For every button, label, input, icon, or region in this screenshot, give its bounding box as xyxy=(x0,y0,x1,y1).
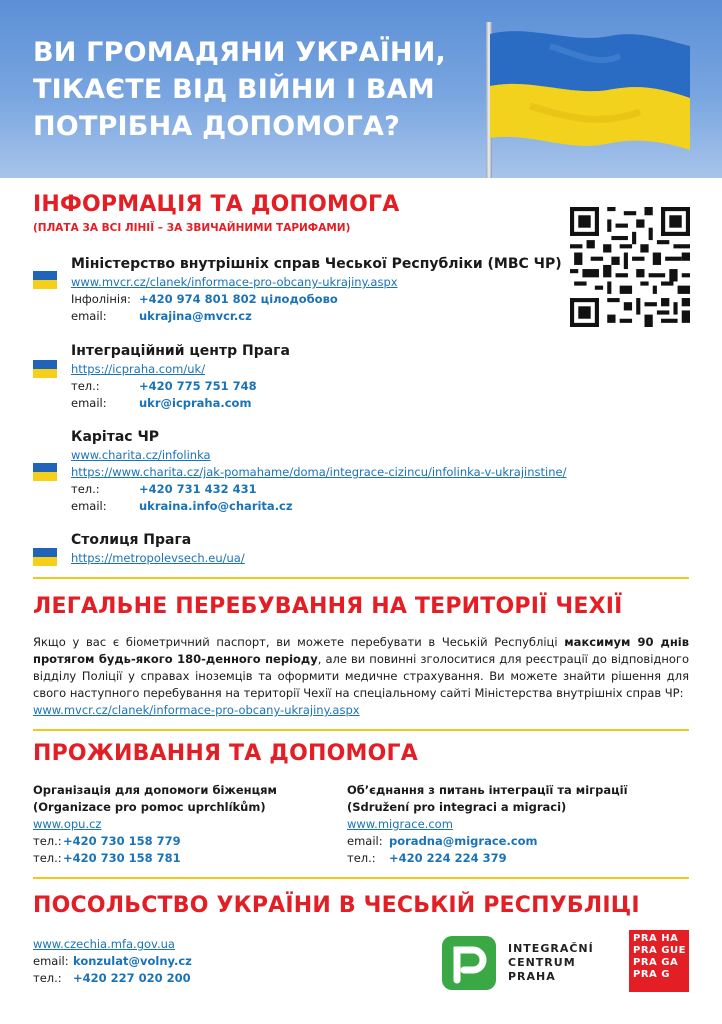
legal-text-emphasis: максимум 90 днів протягом будь-якого 180-денного періоду xyxy=(33,635,689,666)
email-label: email: xyxy=(347,834,383,848)
ukraine-flag-icon xyxy=(33,463,57,481)
org-migrace xyxy=(347,782,628,867)
org-link[interactable]: https://metropolevsech.eu/ua/ xyxy=(71,551,245,565)
org-link[interactable]: www.mvcr.cz/clanek/informace-pro-obcany-ukrajiny.aspx xyxy=(71,275,398,289)
org-prague-city xyxy=(71,530,245,567)
email-label: email: xyxy=(33,954,69,968)
ukraine-flag-icon xyxy=(33,271,57,289)
org-charita xyxy=(71,427,566,515)
section-divider xyxy=(33,877,689,879)
phone-value: +420 224 224 379 xyxy=(389,851,507,865)
prague-logo-line: PRA GUE xyxy=(633,945,686,956)
hero-title-line: ТІКАЄТЕ ВІД ВІЙНИ І ВАМ xyxy=(33,74,435,105)
hero-banner xyxy=(0,0,722,178)
org-opu xyxy=(33,782,277,867)
org-name: Столиця Прага xyxy=(71,532,192,548)
phone-label: Інфолінія: xyxy=(71,292,131,306)
org-name: Міністерство внутрішніх справ Чеської Республіки (МВС ЧР) xyxy=(71,256,562,272)
ukraine-flag-icon xyxy=(33,548,57,566)
prague-logo-line: PRA HA xyxy=(633,933,679,944)
org-icpraha xyxy=(71,341,290,412)
phone-value: +420 775 751 748 xyxy=(139,379,257,393)
prague-logo-line: PRA G xyxy=(633,969,670,980)
section-title-housing: ПРОЖИВАННЯ ТА ДОПОМОГА xyxy=(33,741,418,766)
hero-title-line: ПОТРІБНА ДОПОМОГА? xyxy=(33,111,401,142)
legal-link[interactable]: www.mvcr.cz/clanek/informace-pro-obcany-ukrajiny.aspx xyxy=(33,703,360,717)
org-mvcr xyxy=(71,254,562,325)
org-link[interactable]: https://icpraha.com/uk/ xyxy=(71,362,206,376)
embassy-link[interactable]: www.czechia.mfa.gov.ua xyxy=(33,937,175,951)
email-link[interactable]: ukraina.info@charita.cz xyxy=(139,499,293,513)
icp-logo-line: CENTRUM xyxy=(508,956,576,969)
icp-logo-line: INTEGRAČNÍ xyxy=(508,942,594,955)
section-divider xyxy=(33,729,689,731)
phone-label: тел.: xyxy=(71,482,100,496)
phone-label: тел.: xyxy=(71,379,100,393)
legal-paragraph xyxy=(33,634,689,719)
phone-value: +420 730 158 781 xyxy=(63,851,181,865)
org-name: Об’єднання з питань інтеграції та міграції xyxy=(347,783,628,797)
org-link[interactable]: www.opu.cz xyxy=(33,817,102,831)
phone-value: +420 730 158 779 xyxy=(63,834,181,848)
icp-logo-icon xyxy=(442,936,496,990)
embassy-contacts xyxy=(33,936,192,987)
phone-label: тел.: xyxy=(33,851,62,865)
phone-value: +420 974 801 802 цілодобово xyxy=(139,292,338,306)
org-name-czech: (Organizace pro pomoc uprchlíkům) xyxy=(33,800,266,814)
email-label: email: xyxy=(71,499,107,513)
section-title-embassy: ПОСОЛЬСТВО УКРАЇНИ В ЧЕСЬКІЙ РЕСПУБЛІЦІ xyxy=(33,893,640,918)
email-label: email: xyxy=(71,309,107,323)
section-divider xyxy=(33,577,689,579)
email-label: email: xyxy=(71,396,107,410)
email-link[interactable]: ukr@icpraha.com xyxy=(139,396,252,410)
phone-label: тел.: xyxy=(347,851,376,865)
email-link[interactable]: konzulat@volny.cz xyxy=(73,954,192,968)
email-link[interactable]: ukrajina@mvcr.cz xyxy=(139,309,252,323)
prague-city-logo xyxy=(629,930,689,992)
icp-logo-line: PRAHA xyxy=(508,970,556,983)
ukraine-flag-image xyxy=(490,26,690,166)
legal-text: Якщо у вас є біометричний паспорт, ви можете перебувати в Чеській Республіці xyxy=(33,635,565,649)
qr-code-icon[interactable] xyxy=(570,207,690,327)
tariff-note: (ПЛАТА ЗА ВСІ ЛІНІЇ – ЗА ЗВИЧАЙНИМИ ТАРИФАМИ) xyxy=(33,222,351,234)
hero-title xyxy=(33,34,463,145)
section-title-legal: ЛЕГАЛЬНЕ ПЕРЕБУВАННЯ НА ТЕРИТОРІЇ ЧЕХІЇ xyxy=(33,594,623,619)
org-link[interactable]: www.migrace.com xyxy=(347,817,453,831)
phone-value: +420 227 020 200 xyxy=(73,971,191,985)
org-name: Інтеграційний центр Прага xyxy=(71,343,290,359)
legal-text: , але ви повинні зголоситися для реєстрації до відповідного відділу Поліції у справах іноземців та оформити медичне страхування. Ви можете знайти рішення для свого наступного перебування на території Чехії на спеціальному сайті Міністерства внутрішніх справ ЧР: xyxy=(33,652,689,700)
org-link-secondary[interactable]: https://www.charita.cz/jak-pomahame/doma/integrace-cizincu/infolinka-v-ukrajinstine/ xyxy=(71,465,567,479)
phone-label: тел.: xyxy=(33,834,62,848)
ukraine-flag-icon xyxy=(33,360,57,378)
icp-logo-text xyxy=(508,942,594,984)
org-name: Карітас ЧР xyxy=(71,429,160,445)
org-name: Організація для допомоги біженцям xyxy=(33,783,277,797)
phone-value: +420 731 432 431 xyxy=(139,482,257,496)
hero-title-line: ВИ ГРОМАДЯНИ УКРАЇНИ, xyxy=(33,37,446,68)
email-link[interactable]: poradna@migrace.com xyxy=(389,834,538,848)
org-link[interactable]: www.charita.cz/infolinka xyxy=(71,448,211,462)
prague-logo-line: PRA GA xyxy=(633,957,679,968)
section-title-info: ІНФОРМАЦІЯ ТА ДОПОМОГА xyxy=(33,192,400,217)
phone-label: тел.: xyxy=(33,971,62,985)
org-name-czech: (Sdružení pro integraci a migraci) xyxy=(347,800,567,814)
